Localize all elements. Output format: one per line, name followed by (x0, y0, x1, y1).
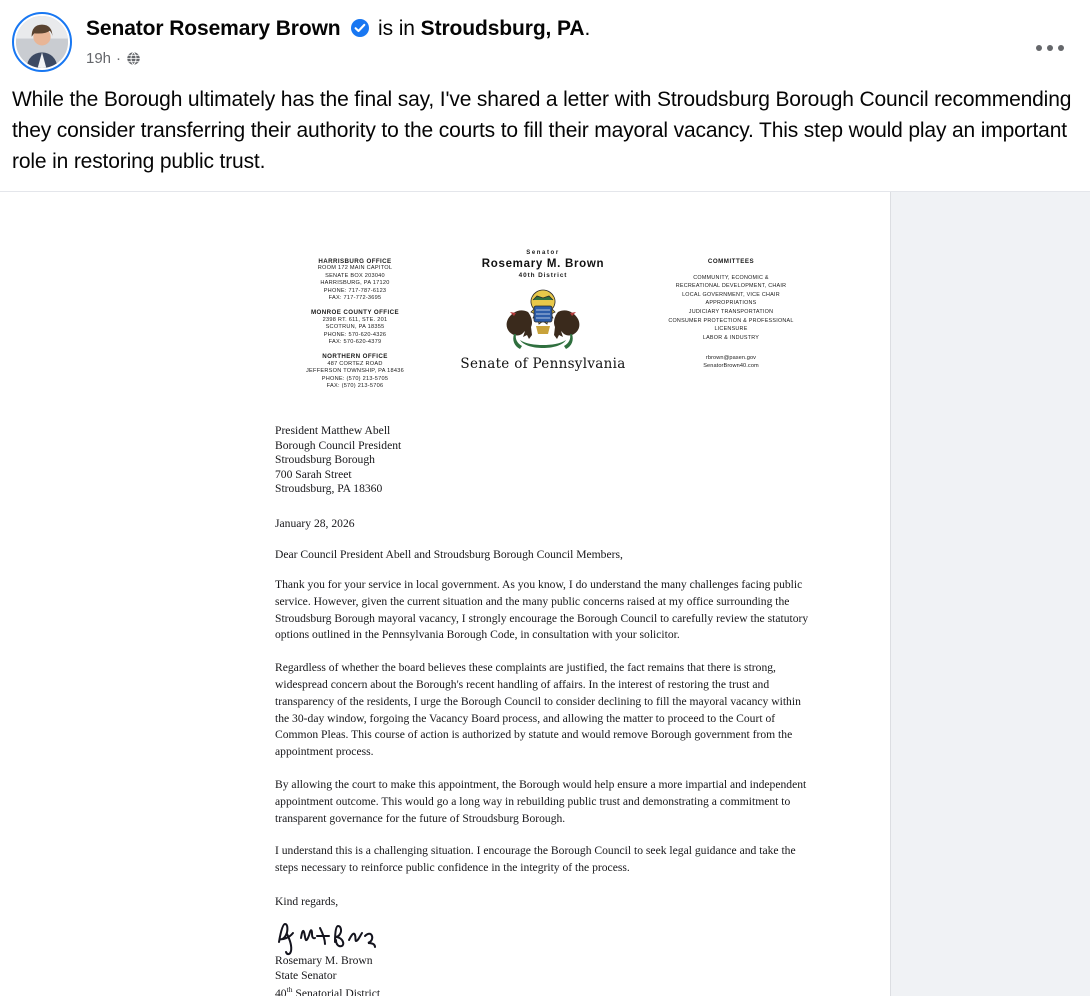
avatar-portrait-icon (16, 16, 68, 68)
post-attachment[interactable] (0, 191, 1090, 996)
office-line: JEFFERSON TOWNSHIP, PA 18436 (306, 368, 404, 375)
post-timestamp[interactable]: 19h (86, 50, 112, 67)
meta-separator: · (116, 50, 122, 67)
senator-name: Rosemary M. Brown (481, 258, 605, 270)
globe-icon[interactable] (126, 51, 141, 66)
more-options-icon[interactable] (1032, 30, 1068, 66)
office-line: PHONE: 717-787-6123 (323, 287, 387, 294)
office-line: FAX: 717-772-3695 (328, 295, 382, 302)
website-line: SenatorBrown40.com (703, 363, 759, 370)
letter-closing: Kind regards, (275, 894, 339, 908)
address-line: President Matthew Abell (275, 424, 391, 437)
office-line: 487 CORTEZ ROAD (327, 360, 383, 367)
address-line: Stroudsburg, PA 18360 (275, 482, 383, 496)
letter-paragraph: I understand this is a challenging situation. I encourage the Borough Council to seek legal guidance and take the steps necessary to reinforce public confidence in the integrity of the process. (275, 844, 796, 875)
signer-title: State Senator (275, 968, 337, 982)
letter-salutation: Dear Council President Abell and Stroudsburg Borough Council Members, (275, 547, 623, 561)
checkin-place[interactable]: Stroudsburg, PA (420, 17, 585, 40)
chamber-name: Senate of Pennsylvania (460, 356, 626, 372)
office-line: FAX: (570) 213-5706 (326, 383, 384, 390)
office-name: MONROE COUNTY OFFICE (311, 309, 399, 317)
office-line: PHONE: 570-620-4326 (323, 331, 387, 338)
avatar[interactable] (12, 12, 72, 72)
address-line: Stroudsburg Borough (275, 453, 375, 467)
document-page (0, 192, 891, 996)
signer-district: 40th Senatorial District (275, 985, 381, 996)
committee-item: CONSUMER PROTECTION & PROFESSIONAL (668, 317, 794, 324)
sentence-period: . (584, 17, 591, 40)
letterhead-center (435, 250, 651, 372)
committee-item: COMMUNITY, ECONOMIC & (693, 274, 769, 281)
office-line: FAX: 570-620-4379 (328, 339, 382, 346)
post-body-text: While the Borough ultimately has the final say, I've shared a letter with Stroudsburg Borough Council recommending they consider transferring their authority to the courts to fill their mayoral vacancy. This step would play an important role in restoring public trust. (12, 88, 1072, 173)
letter-paragraph: Regardless of whether the board believes these complaints are justified, the fact remains that there is strong, widespread concern about the Borough's recent handling of affairs. In the interest of restoring the trust and transparency of the residents, I urge the Borough Council to consider declining to fill the mayoral vacancy within the 30-day window, forgoing the Vacancy Board process, and allowing the matter to proceed to the Court of Common Pleas. This course of action is authorized by statute and would remove Borough government from the appointment process. (275, 661, 801, 759)
dot (1047, 45, 1053, 51)
letter-paragraph: Thank you for your service in local government. As you know, I do understand the many challenges facing public service. However, given the current situation and the many public concerns raised at my office surrounding the Stroudsburg Borough mayoral vacancy, I strongly encourage the Borough Council to carefully review the statutory options outlined in the Pennsylvania Borough Code, in consultation with your solicitor. (275, 577, 809, 642)
office-name: NORTHERN OFFICE (322, 353, 388, 361)
letter-date: January 28, 2026 (275, 516, 355, 530)
handwritten-signature (275, 912, 475, 954)
committee-item: LICENSURE (714, 326, 748, 333)
senator-word: Senator (526, 250, 560, 256)
letterhead-offices (275, 250, 435, 391)
dot (1058, 45, 1064, 51)
signer-block (275, 954, 811, 996)
post-author-name[interactable]: Senator Rosemary Brown (86, 17, 341, 40)
letterhead-committees (651, 250, 811, 370)
letter-paragraph: By allowing the court to make this appointment, the Borough would help ensure a more impartial and independent appointment outcome. This would go a long way in rebuilding public trust and demonstrating a commitment to transparent governance for the future of Stroudsburg Borough. (275, 777, 807, 825)
post-header (0, 0, 1090, 72)
office-line: 2398 RT. 611, STE. 201 (322, 316, 388, 323)
post-title-line (86, 16, 1078, 44)
committee-item: JUDICIARY TRANSPORTATION (688, 308, 774, 315)
document-content (275, 250, 811, 996)
verified-badge-icon (351, 18, 369, 44)
letterhead (275, 250, 811, 402)
post-header-text (86, 10, 1078, 67)
office-line: SENATE BOX 203040 (325, 272, 385, 279)
committee-item: RECREATIONAL DEVELOPMENT, CHAIR (675, 283, 787, 290)
dot (1036, 45, 1042, 51)
contact-emails (651, 354, 811, 370)
pennsylvania-state-seal (484, 282, 602, 354)
committees-title: COMMITTEES (707, 258, 755, 265)
signer-name: Rosemary M. Brown (275, 953, 373, 967)
committee-item: APPROPRIATIONS (705, 300, 757, 307)
address-line: 700 Sarah Street (275, 467, 352, 481)
senator-district: 40th District (518, 272, 568, 279)
post-meta (86, 50, 1078, 67)
office-line: ROOM 172 MAIN CAPITOL (317, 265, 393, 272)
address-line: Borough Council President (275, 438, 402, 452)
office-line: PHONE: (570) 213-5705 (321, 375, 389, 382)
email-line: rbrown@pasen.gov (705, 355, 757, 362)
committee-item: LABOR & INDUSTRY (702, 334, 760, 341)
office-line: SCOTRUN, PA 18355 (325, 324, 385, 331)
recipient-address (275, 424, 811, 497)
checkin-text: is in (378, 17, 415, 40)
avatar-image (16, 16, 68, 68)
office-name: HARRISBURG OFFICE (318, 258, 392, 265)
office-line: HARRISBURG, PA 17120 (320, 280, 390, 287)
committee-item: LOCAL GOVERNMENT, VICE CHAIR (682, 291, 780, 298)
